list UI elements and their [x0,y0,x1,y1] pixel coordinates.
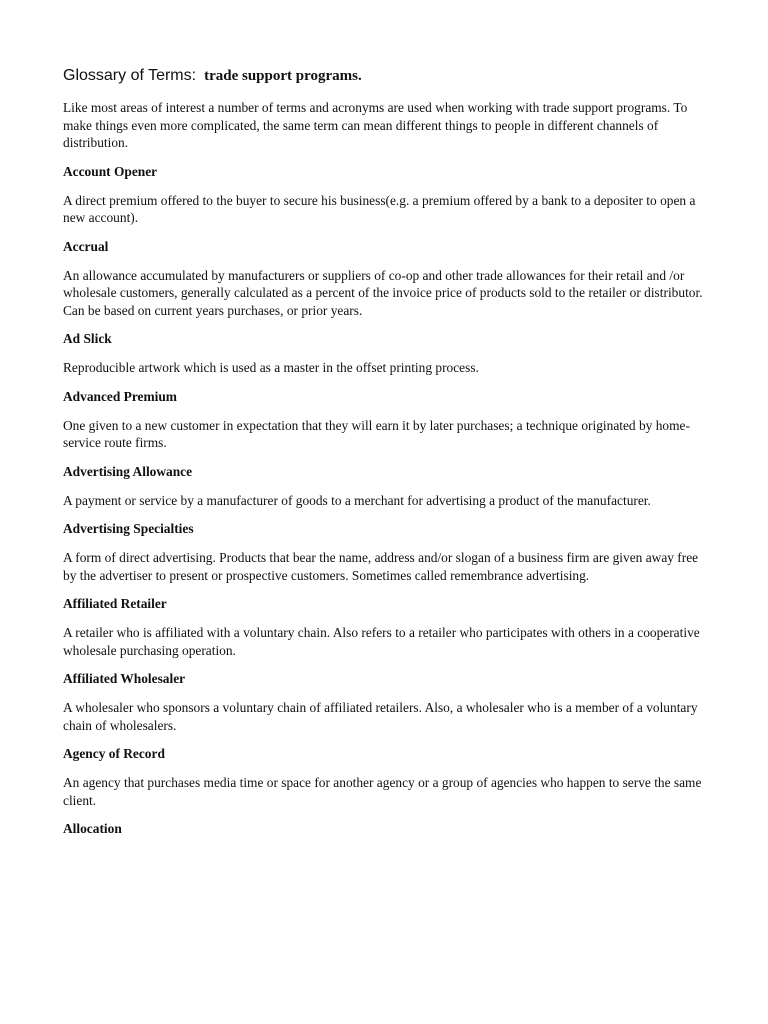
document-body [63,58,713,849]
glossary-definition: A form of direct advertising. Products that bear the name, address and/or slogan of a business firm are given away free by the advertiser to present or prospective customers. Sometimes called remembrance advertising. [63,550,699,583]
glossary-term: Advanced Premium [63,388,177,404]
page-title-main: Glossary of Terms: [63,67,197,84]
glossary-definition: A direct premium offered to the buyer to secure his business(e.g. a premium offered by a bank to a depositer to open a new account). [63,192,696,225]
glossary-term: Accrual [63,238,109,254]
glossary-term: Allocation [63,821,122,836]
intro-paragraph: Like most areas of interest a number of terms and acronyms are used when working with trade support programs. To make things even more complicated, the same term can mean different things to people in different channels of distribution. [63,100,688,150]
glossary-definition: A retailer who is affiliated with a voluntary chain. Also refers to a retailer who participates with others in a cooperative wholesale purchasing operation. [63,625,700,658]
glossary-definition: An agency that purchases media time or space for another agency or a group of agencies who happen to serve the same client. [63,775,702,808]
glossary-term: Affiliated Wholesaler [63,671,186,686]
glossary-term: Advertising Specialties [63,521,194,536]
glossary-definition: An allowance accumulated by manufacturers or suppliers of co-op and other trade allowances for their retail and /or wholesale customers, generally calculated as a percent of the invoice price of products sold to the retailer or distributor. Can be based on current years purchases, or prior years. [63,267,703,318]
glossary-definition: Reproducible artwork which is used as a master in the offset printing process. [63,360,479,375]
page-title [63,58,713,87]
page-title-subtitle: trade support programs. [204,68,362,84]
glossary-term: Agency of Record [63,746,165,761]
glossary-term: Account Opener [63,163,158,179]
glossary-definition: One given to a new customer in expectation that they will earn it by later purchases; a technique originated by home-service route firms. [63,417,690,450]
glossary-term: Advertising Allowance [63,463,193,479]
glossary-definition: A payment or service by a manufacturer of goods to a merchant for advertising a product of the manufacturer. [63,492,651,508]
glossary-definition: A wholesaler who sponsors a voluntary chain of affiliated retailers. Also, a wholesaler who is a member of a voluntary chain of wholesalers. [63,700,698,733]
glossary-term: Ad Slick [63,331,112,346]
glossary-term: Affiliated Retailer [63,596,167,611]
